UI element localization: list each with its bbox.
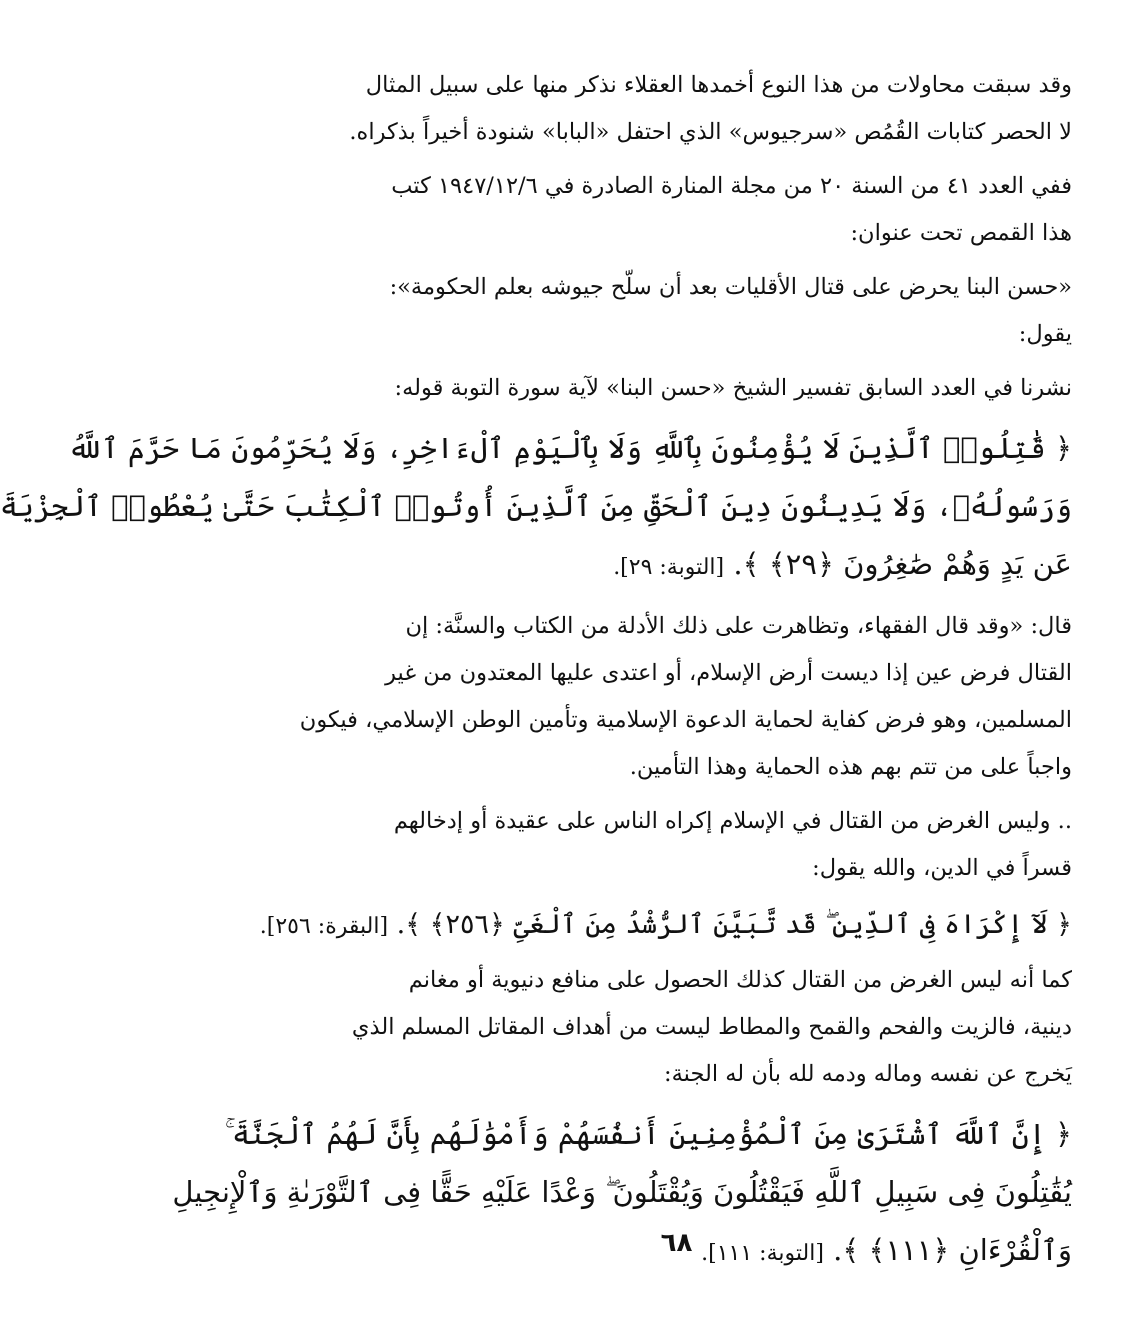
text-line: «حسن البنا يحرض على قتال الأقليات بعد أن سلّح جيوشه بعلم الحكومة»: bbox=[389, 274, 1072, 300]
paragraph-gains bbox=[281, 957, 1072, 1098]
paragraph-headline-quote bbox=[281, 264, 1072, 358]
text-line: دينية، فالزيت والفحم والقمح والمطاط ليست من أهداف المقاتل المسلم الذي bbox=[351, 1014, 1072, 1040]
verse-text: وَٱلْقُرْءَانِ ﴿١١١﴾ ﴾. bbox=[833, 1233, 1072, 1267]
verse-line: يُقَٰتِلُونَ فِى سَبِيلِ ٱللَّهِ فَيَقْتُلُونَ وَيُقْتَلُونَ ۖ وَعْدًا عَلَيْهِ حَقًّا فِى ٱلتَّوْرَىٰةِ وَٱلْإِنجِيلِ bbox=[172, 1175, 1072, 1209]
verse-text: عَن يَدٍ وَهُمْ صَٰغِرُونَ ﴿٢٩﴾ ﴾. bbox=[733, 547, 1072, 581]
text-line: كما أنه ليس الغرض من القتال كذلك الحصول على منافع دنيوية أو مغانم bbox=[408, 967, 1072, 993]
verse-line: ﴿ إِنَّ ٱللَّهَ ٱشْتَرَىٰ مِنَ ٱلْمُؤْمِنِينَ أَنفُسَهُمْ وَأَمْوَٰلَهُم بِأَنَّ لَهُمُ ٱلْجَنَّةَ ۚ bbox=[224, 1117, 1072, 1151]
verse-reference: [البقرة: ٢٥٦]. bbox=[259, 914, 389, 939]
text-line: ففي العدد ٤١ من السنة ٢٠ من مجلة المنارة الصادرة في ١٩٤٧/١٢/٦ كتب bbox=[391, 173, 1072, 199]
page-number: ٦٨ bbox=[660, 1228, 693, 1258]
quran-verse-tawbah-29 bbox=[0, 419, 1072, 597]
text-line: لا الحصر كتابات القُمُص «سرجيوس» الذي احتفل «البابا» شنودة أخيراً بذكراه. bbox=[349, 119, 1072, 145]
paragraph-issue bbox=[281, 163, 1072, 257]
text-line: .. وليس الغرض من القتال في الإسلام إكراه الناس على عقيدة أو إدخالهم bbox=[393, 808, 1072, 834]
paragraph-tafsir-intro bbox=[281, 365, 1072, 412]
verse-reference: [التوبة: ١١١]. bbox=[701, 1241, 824, 1266]
text-line: المسلمين، وهو فرض كفاية لحماية الدعوة الإسلامية وتأمين الوطن الإسلامي، فيكون bbox=[299, 707, 1072, 733]
text-line: واجباً على من تتم بهم هذه الحماية وهذا التأمين. bbox=[629, 754, 1072, 780]
quran-verse-baqarah-256 bbox=[259, 899, 1072, 953]
paragraph-intro bbox=[281, 62, 1072, 156]
text-line: يقول: bbox=[1018, 321, 1072, 347]
verse-text: ﴿ لَآ إِكْرَاهَ فِى ٱلدِّينِ ۖ قَد تَّبَيَّنَ ٱلرُّشْدُ مِنَ ٱلْغَىِّ ﴿٢٥٦﴾ ﴾. bbox=[396, 909, 1072, 940]
text-line: قسراً في الدين، والله يقول: bbox=[812, 855, 1072, 881]
text-line: وقد سبقت محاولات من هذا النوع أخمدها العقلاء نذكر منها على سبيل المثال bbox=[365, 72, 1072, 98]
verse-line: ﴿ قَٰتِلُوا۟ ٱلَّذِينَ لَا يُؤْمِنُونَ بِٱللَّهِ وَلَا بِٱلْيَوْمِ ٱلْءَاخِرِ، وَلَا يُحَرِّمُونَ مَا حَرَّمَ ٱللَّهُ bbox=[67, 431, 1072, 465]
text-line: القتال فرض عين إذا ديست أرض الإسلام، أو اعتدى عليها المعتدون من غير bbox=[385, 660, 1072, 686]
verse-line bbox=[259, 899, 1072, 953]
text-line: قال: «وقد قال الفقهاء، وتظاهرت على ذلك الأدلة من الكتاب والسنَّة: إن bbox=[405, 613, 1072, 639]
verse-line bbox=[281, 535, 1072, 597]
paragraph-no-compulsion bbox=[281, 798, 1072, 892]
text-line: يَخرج عن نفسه وماله ودمه لله بأن له الجنة: bbox=[664, 1061, 1072, 1087]
paragraph-fuqaha bbox=[281, 603, 1072, 791]
verse-line: وَرَسُولُهُۥ، وَلَا يَدِينُونَ دِينَ ٱلْحَقِّ مِنَ ٱلَّذِينَ أُوتُوا۟ ٱلْكِتَٰبَ حَتَّىٰ يُعْطُوا۟ ٱلْجِزْيَةَ bbox=[0, 489, 1072, 523]
verse-reference: [التوبة: ٢٩]. bbox=[613, 555, 725, 580]
text-line: نشرنا في العدد السابق تفسير الشيخ «حسن البنا» لآية سورة التوبة قوله: bbox=[394, 375, 1072, 401]
document-page bbox=[0, 62, 1072, 1289]
text-line: هذا القمص تحت عنوان: bbox=[850, 220, 1072, 246]
